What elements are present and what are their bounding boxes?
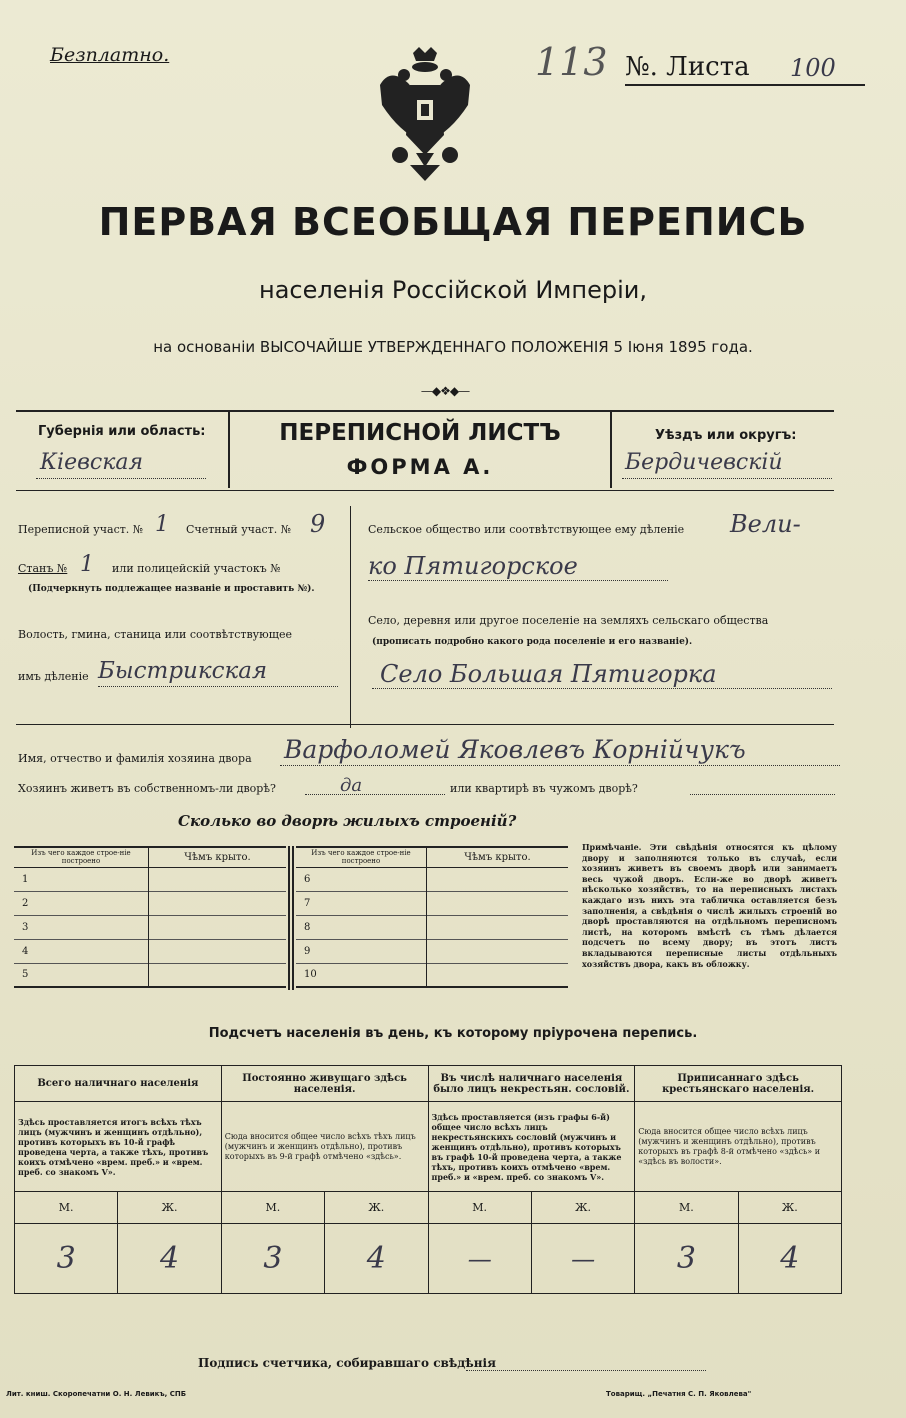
village-dotline (372, 688, 832, 689)
district-value: Бердичевскій (625, 450, 783, 475)
sex-label-female: Ж. (738, 1192, 841, 1224)
free-label: Безплатно. (50, 44, 170, 66)
building-row-num: 10 (296, 963, 427, 987)
sex-label-male: М. (635, 1192, 738, 1224)
owner-name-label: Имя, отчество и фамилія хозяина двора (18, 752, 252, 765)
building-row-num: 8 (296, 915, 427, 939)
count-total-male: 3 (15, 1224, 118, 1294)
buildings-table-divider (288, 846, 290, 990)
buildings-question: Сколько во дворѣ жилыхъ строеній? (178, 812, 517, 830)
form-box-divider-right (610, 410, 612, 488)
total-present-header: Всего наличнаго населенія (15, 1066, 222, 1102)
village-label: Село, деревня или другое поселеніе на земляхъ сельскаго общества (368, 614, 769, 627)
count-permanent-male: 3 (221, 1224, 324, 1294)
own-yard-value: да (340, 775, 363, 796)
building-row-num: 2 (14, 891, 149, 915)
ornament-divider: —◆❖◆— (420, 384, 470, 398)
permanent-resident-header: Постоянно живущаго здѣсь населенія. (221, 1066, 428, 1102)
sex-label-male: М. (221, 1192, 324, 1224)
underline-note: (Подчеркнуть подлежащее названіе и проставить №). (28, 584, 315, 594)
sheet-number-value: 100 (790, 54, 836, 82)
census-area-label: Переписной участ. № (18, 523, 144, 536)
count-registered-male: 3 (635, 1224, 738, 1294)
population-title: Подсчетъ населенія въ день, къ которому пріурочена перепись. (208, 1026, 698, 1041)
legal-basis: на основаніи ВЫСОЧАЙШЕ УТВЕРЖДЕННАГО ПОЛОЖЕНІЯ 5 Іюня 1895 года. (153, 338, 753, 356)
total-present-note: Здѣсь проставляется итогъ всѣхъ тѣхъ лицъ (мужчинъ и женщинъ отдѣльно), противъ которыхъ въ 10-й графѣ проведена черта, а также тѣхъ, противъ коихъ отмѣчено «врем. преб.» и «врем. преб. со знакомъ V». (15, 1102, 222, 1192)
page-title: ПЕРВАЯ ВСЕОБЩАЯ ПЕРЕПИСЬ (98, 200, 808, 244)
building-row-num: 3 (14, 915, 149, 939)
owner-name-dotline (280, 765, 840, 766)
roof-column-header: Чѣмъ крыто. (464, 851, 531, 863)
village-note: (прописать подробно какого рода поселеніе и его названіе). (372, 637, 693, 647)
volost-label: Волость, гмина, станица или соотвѣтствующее (18, 628, 292, 641)
district-dotline (622, 478, 832, 479)
imperial-eagle-emblem (370, 45, 480, 185)
sex-label-male: М. (15, 1192, 118, 1224)
printer-right: Товарищ. „Печатня С. П. Яковлева" (606, 1390, 752, 1398)
society-label: Сельское общество или соотвѣтствующее ему дѣленіе (368, 523, 685, 536)
population-table (14, 1065, 842, 1294)
province-value: Кіевская (40, 450, 144, 475)
sheet-number-underline (625, 84, 865, 86)
building-row-num: 1 (14, 867, 149, 891)
count-total-female: 4 (118, 1224, 221, 1294)
buildings-table-left (14, 846, 286, 988)
count-nonpeasant-female: — (531, 1224, 634, 1294)
volost-dotline (98, 686, 338, 687)
sheet-number-label: №. Листа (625, 52, 750, 82)
sex-label-female: Ж. (531, 1192, 634, 1224)
permanent-resident-note: Сюда вносится общее число всѣхъ тѣхъ лицъ (мужчинъ и женщинъ отдѣльно), противъ которыхъ въ 9-й графѣ отмѣчено «здѣсь». (221, 1102, 428, 1192)
society-value-1: Вели- (730, 510, 801, 538)
counting-area-value: 9 (310, 510, 326, 538)
registered-peasant-note: Сюда вносится общее число всѣхъ лицъ (мужчинъ и женщинъ отдѣльно), противъ которыхъ въ графѣ 8-й отмѣчено «здѣсь» и «здѣсь въ волости». (635, 1102, 842, 1192)
owner-name-value: Варфоломей Яковлевъ Корнійчукъ (284, 735, 746, 764)
sex-label-female: Ж. (325, 1192, 428, 1224)
village-value: Село Большая Пятигорка (380, 660, 717, 688)
building-row-num: 7 (296, 891, 427, 915)
sex-label-female: Ж. (118, 1192, 221, 1224)
volost-value: Быстрикская (98, 658, 268, 684)
society-dotline (368, 580, 668, 581)
province-dotline (36, 478, 206, 479)
material-column-header: Изъ чего каждое строе-ніе построено (296, 847, 427, 867)
stan-value: 1 (80, 552, 94, 577)
margin-number: 113 (535, 40, 608, 84)
non-peasant-note: Здѣсь проставляется (изъ графы 6-й) общее число всѣхъ лицъ некрестьянскихъ сословій (мужчинъ и женщинъ отдѣльно), противъ которыхъ въ графѣ 10-й проведена черта, а также тѣхъ, противъ коихъ отмѣчено «врем. преб.» и «врем. преб. со знакомъ V». (428, 1102, 635, 1192)
rented-dotline (690, 794, 835, 795)
signature-label: Подпись счетчика, собиравшаго свѣдѣнія (198, 1356, 496, 1370)
page-subtitle: населенія Россійской Имперіи, (259, 276, 647, 304)
stan-label: Станъ № (18, 562, 68, 575)
rented-label: или квартирѣ въ чужомъ дворѣ? (450, 782, 638, 795)
signature-dotline (466, 1370, 706, 1371)
police-label: или полицейскій участокъ № (112, 562, 281, 575)
sex-label-male: М. (428, 1192, 531, 1224)
form-variant: ФОРМА А. (346, 455, 494, 479)
count-permanent-female: 4 (325, 1224, 428, 1294)
building-row-num: 4 (14, 939, 149, 963)
building-row-num: 9 (296, 939, 427, 963)
non-peasant-header: Въ числѣ наличнаго населенія было лицъ некрестьян. сословій. (428, 1066, 635, 1102)
count-nonpeasant-male: — (428, 1224, 531, 1294)
form-title: ПЕРЕПИСНОЙ ЛИСТЪ (279, 420, 561, 446)
building-row-num: 5 (14, 963, 149, 987)
registered-peasant-header: Приписаннаго здѣсь крестьянскаго населенія. (635, 1066, 842, 1102)
info-block-bottom-rule (16, 724, 834, 725)
province-label: Губернія или область: (38, 424, 206, 439)
district-label: Уѣздъ или округъ: (655, 428, 797, 443)
society-value-2: ко Пятигорское (368, 552, 578, 580)
printer-left: Лит. книш. Скоропечатни О. Н. Левикъ, СПБ (6, 1390, 187, 1398)
count-registered-female: 4 (738, 1224, 841, 1294)
buildings-note: Примѣчаніе. Эти свѣдѣнія относятся къ цѣлому двору и заполняются только въ случаѣ, если хозяинъ живетъ въ своемъ дворѣ или занимаетъ весь чужой дворъ. Если-же во дворѣ живетъ нѣсколько хозяйствъ, то на переписныхъ листахъ каждаго изъ нихъ эта табличка оставляется безъ заполненія, а свѣдѣнія о числѣ жилыхъ строеній во дворѣ проставляются на отдѣльномъ переписномъ листѣ, на которомъ вмѣстѣ съ тѣмъ дѣлается подсчетъ по всему двору; въ этотъ листъ вкладываются переписные листы отдѣльныхъ хозяйствъ двора, какъ въ обложку. (582, 842, 837, 969)
census-area-value: 1 (155, 512, 169, 537)
volost-label-2: имъ дѣленіе (18, 670, 89, 683)
info-block-divider (350, 506, 351, 728)
counting-area-label: Счетный участ. № (186, 523, 292, 536)
material-column-header: Изъ чего каждое строе-ніе построено (14, 847, 149, 867)
own-yard-label: Хозяинъ живетъ въ собственномъ-ли дворѣ? (18, 782, 276, 795)
roof-column-header: Чѣмъ крыто. (184, 851, 251, 863)
building-row-num: 6 (296, 867, 427, 891)
own-yard-dotline (305, 794, 445, 795)
buildings-table-right (296, 846, 568, 988)
buildings-table-divider-2 (292, 846, 294, 990)
